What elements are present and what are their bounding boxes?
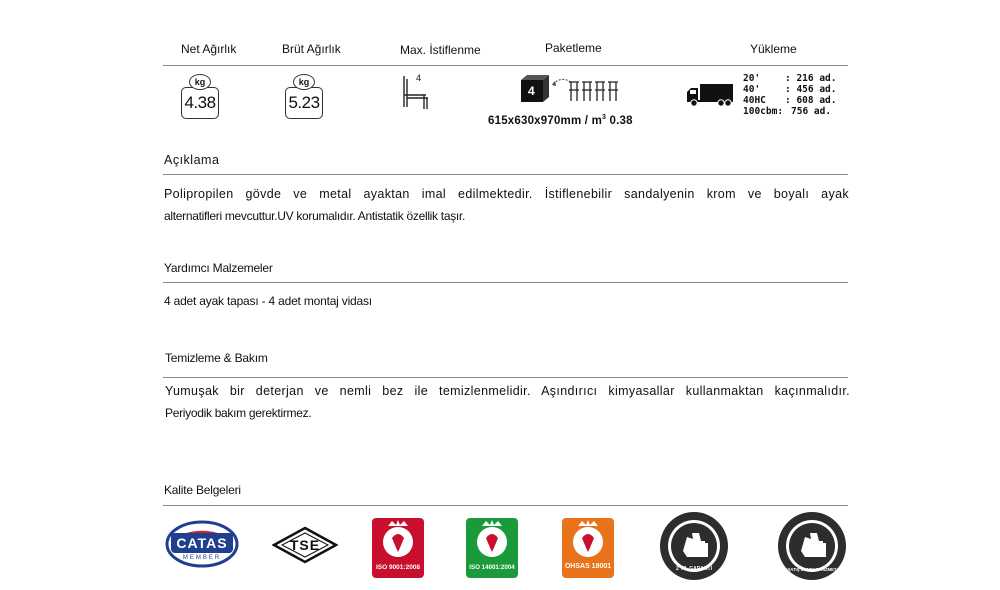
header-divider — [163, 65, 848, 66]
kg-label: kg — [293, 74, 315, 90]
loading-table — [743, 73, 836, 117]
after-sales-badge-text: SATIŞ SONRASI HİZMET — [787, 567, 837, 572]
ohsas-label: OHSAS 18001 — [564, 563, 612, 570]
after-sales-badge — [777, 511, 847, 581]
aciklama-text — [164, 183, 849, 227]
section-title-kalite: Kalite Belgeleri — [164, 483, 241, 497]
iso14001-logo — [466, 518, 518, 578]
section-divider — [163, 377, 848, 378]
header-max-stack: Max. İstiflenme — [400, 43, 481, 57]
catas-name: CATAS — [176, 535, 228, 551]
temizleme-text — [165, 380, 850, 424]
truck-icon — [686, 82, 734, 108]
stack-chairs-icon — [398, 73, 438, 113]
section-divider — [163, 282, 848, 283]
loading-row: 20' : 216 ad. — [743, 73, 837, 84]
iso9001-logo — [372, 518, 424, 578]
header-gross-weight: Brüt Ağırlık — [282, 42, 341, 56]
gross-weight-icon — [284, 72, 324, 120]
iso9001-label: ISO 9001:2008 — [375, 564, 421, 571]
net-weight-icon — [180, 72, 220, 120]
loading-row: 100cbm: 756 ad. — [743, 106, 832, 117]
header-loading: Yükleme — [750, 42, 797, 56]
warranty-badge — [659, 511, 729, 581]
section-divider — [163, 174, 848, 175]
section-title-temizleme: Temizleme & Bakım — [165, 351, 268, 365]
package-dimensions: $615x630x970mm / m^3$ 0.38 — [488, 114, 633, 127]
warranty-badge-text: 2 YIL GARANTİ — [676, 566, 712, 572]
ohsas-logo — [562, 518, 614, 578]
yardimci-text: 4 adet ayak tapası - 4 adet montaj vidası — [164, 294, 372, 308]
temizleme-line: Yumuşak bir deterjan ve nemli bez ile temizlenmelidir. Aşındırıcı kimyasallar kullanmaktan kaçınmalıdır. — [165, 384, 850, 398]
packaging-icon — [519, 74, 629, 104]
section-title-yardimci: Yardımcı Malzemeler — [164, 261, 273, 275]
gross-weight-value: 5.23 — [285, 87, 323, 119]
temizleme-line: Periyodik bakım gerektirmez. — [165, 406, 312, 420]
section-divider — [163, 505, 848, 506]
stack-count: 4 — [416, 73, 422, 83]
loading-row: 40' : 456 ad. — [743, 84, 837, 95]
header-net-weight: Net Ağırlık — [181, 42, 237, 56]
net-weight-value: 4.38 — [181, 87, 219, 119]
kg-label: kg — [189, 74, 211, 90]
section-title-aciklama: Açıklama — [164, 153, 220, 167]
catas-sub: MEMBER — [182, 555, 222, 561]
iso14001-label: ISO 14001:2004 — [469, 564, 515, 571]
aciklama-line: alternatifleri mevcuttur.UV korumalıdır. Antistatik özellik taşır. — [164, 209, 465, 223]
catas-member-logo — [165, 519, 239, 569]
header-packaging: Paketleme — [545, 41, 602, 55]
aciklama-line: Polipropilen gövde ve metal ayaktan imal edilmektedir. İstiflenebilir sandalyenin krom ve boyalı ayak — [164, 187, 849, 201]
tse-logo — [272, 526, 338, 564]
loading-row: 40HC : 608 ad. — [743, 95, 837, 106]
package-count: 4 — [528, 84, 535, 98]
tse-name: TSE — [289, 537, 321, 553]
